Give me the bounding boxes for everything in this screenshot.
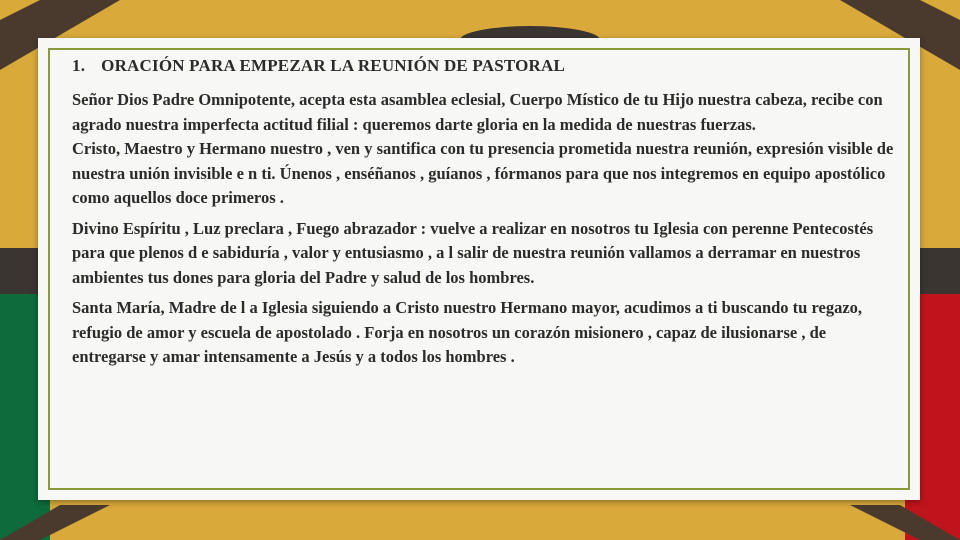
prayer-heading xyxy=(72,56,902,76)
prayer-content xyxy=(72,56,902,370)
heading-number: 1. xyxy=(72,56,86,75)
paragraph-espiritu: Divino Espíritu , Luz preclara , Fuego abrazador : vuelve a realizar en nosotros tu Iglesia con perenne Pentecostés para que plenos d e sabiduría , valor y entusiasmo , a l salir de nuestra reunión vallamos a derramar en nuestros ambientes tus dones para gloria del Padre y salud de los hombres. xyxy=(72,218,874,287)
paragraph-maria: Santa María, Madre de l a Iglesia siguiendo a Cristo nuestro Hermano mayor, acudimos a ti buscando tu regazo, refugio de amor y escuela de apostolado . Forja en nosotros un corazón misionero , capaz de ilusionarse , de entregarse y amar intensamente a Jesús y a todos los hombres . xyxy=(72,298,863,366)
paragraph-padre: Señor Dios Padre Omnipotente, acepta esta asamblea eclesial, Cuerpo Místico de tu Hijo nuestra cabeza, recibe con agrado nuestra imperfecta actitud filial : queremos darte gloria en la medida de nuestras fuerzas. xyxy=(72,90,883,134)
heading-title: ORACIÓN PARA EMPEZAR LA REUNIÓN DE PASTORAL xyxy=(101,56,566,75)
content-card xyxy=(38,38,920,500)
paragraph-cristo: Cristo, Maestro y Hermano nuestro , ven y santifica con tu presencia prometida nuestra reunión, expresión visible de nuestra unión invisible e n ti. Únenos , enséñanos , guíanos , fórmanos para que nos integremos en equipo apostólico como aquellos doce primeros . xyxy=(72,139,894,207)
